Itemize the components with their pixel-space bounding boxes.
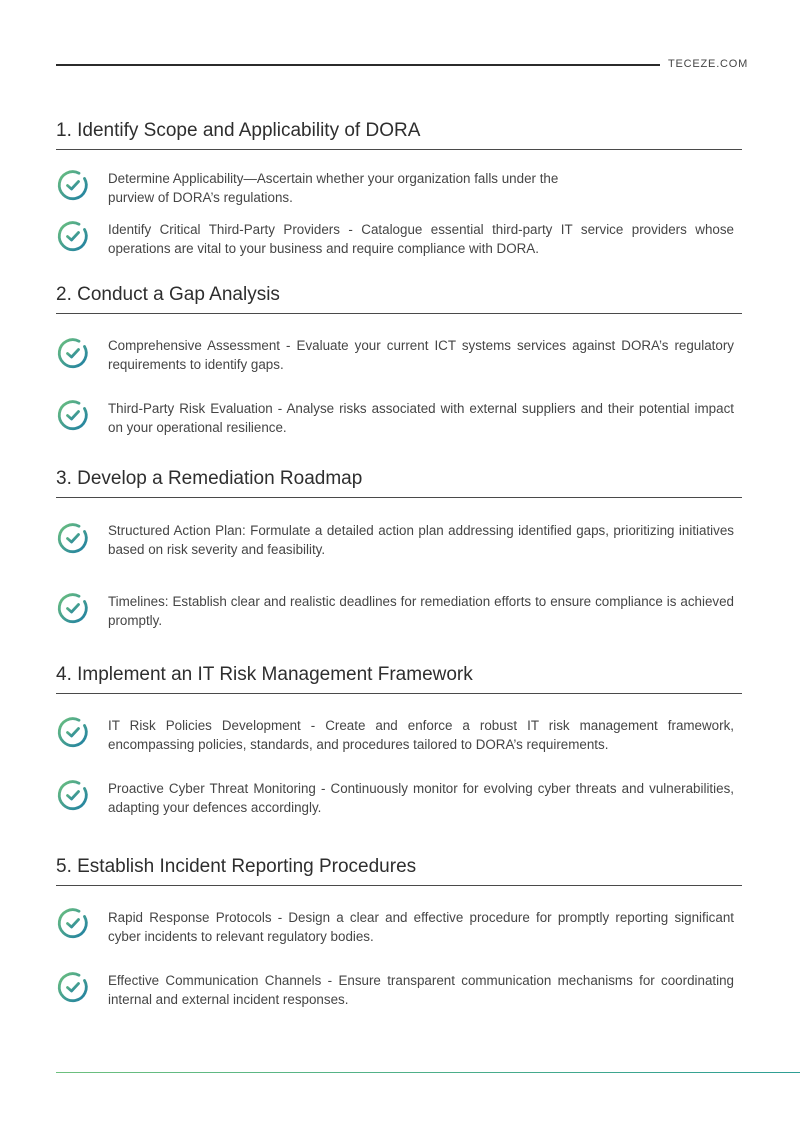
check-circle-icon [56, 336, 90, 370]
section-4 [56, 664, 742, 815]
item-text: IT Risk Policies Development - Create and enforce a robust IT risk management framework, encompassing policies, standards, and procedures tailored to DORA’s requirements. [108, 718, 734, 752]
section-title: 2. Conduct a Gap Analysis [56, 284, 742, 314]
item-text: Proactive Cyber Threat Monitoring - Continuously monitor for evolving cyber threats and vulnerabilities, adapting your defences accordingly. [108, 781, 734, 815]
section-2 [56, 284, 742, 435]
footer-rule [56, 1072, 800, 1073]
item-text: Identify Critical Third-Party Providers - Catalogue essential third-party IT service providers whose operations are vital to your business and require compliance with DORA. [108, 222, 734, 256]
check-circle-icon [56, 906, 90, 940]
check-circle-icon [56, 521, 90, 555]
section-1 [56, 120, 742, 256]
section-title: 3. Develop a Remediation Roadmap [56, 468, 742, 498]
brand-name: TECEZE.COM [668, 58, 749, 70]
check-circle-icon [56, 970, 90, 1004]
check-circle-icon [56, 168, 90, 202]
item-text: Effective Communication Channels - Ensure transparent communication mechanisms for coordinating internal and external incident responses. [108, 973, 734, 1007]
header-rule [56, 64, 660, 66]
check-circle-icon [56, 778, 90, 812]
check-circle-icon [56, 591, 90, 625]
section-title: 1. Identify Scope and Applicability of DORA [56, 120, 742, 150]
item-text: Determine Applicability—Ascertain whether your organization falls under the purview of DORA’s regulations. [108, 171, 559, 205]
check-circle-icon [56, 715, 90, 749]
item-text: Third-Party Risk Evaluation - Analyse risks associated with external suppliers and their potential impact on your operational resilience. [108, 401, 734, 435]
section-3 [56, 468, 742, 628]
item-text: Comprehensive Assessment - Evaluate your current ICT systems services against DORA’s regulatory requirements to identify gaps. [108, 338, 734, 372]
check-circle-icon [56, 219, 90, 253]
section-title: 5. Establish Incident Reporting Procedures [56, 856, 742, 886]
section-title: 4. Implement an IT Risk Management Framework [56, 664, 742, 694]
item-text: Structured Action Plan: Formulate a detailed action plan addressing identified gaps, prioritizing initiatives based on risk severity and feasibility. [108, 523, 734, 557]
section-5 [56, 856, 742, 1007]
item-text: Timelines: Establish clear and realistic deadlines for remediation efforts to ensure compliance is achieved promptly. [108, 594, 734, 628]
check-circle-icon [56, 398, 90, 432]
item-text: Rapid Response Protocols - Design a clear and effective procedure for promptly reporting significant cyber incidents to relevant regulatory bodies. [108, 910, 734, 944]
